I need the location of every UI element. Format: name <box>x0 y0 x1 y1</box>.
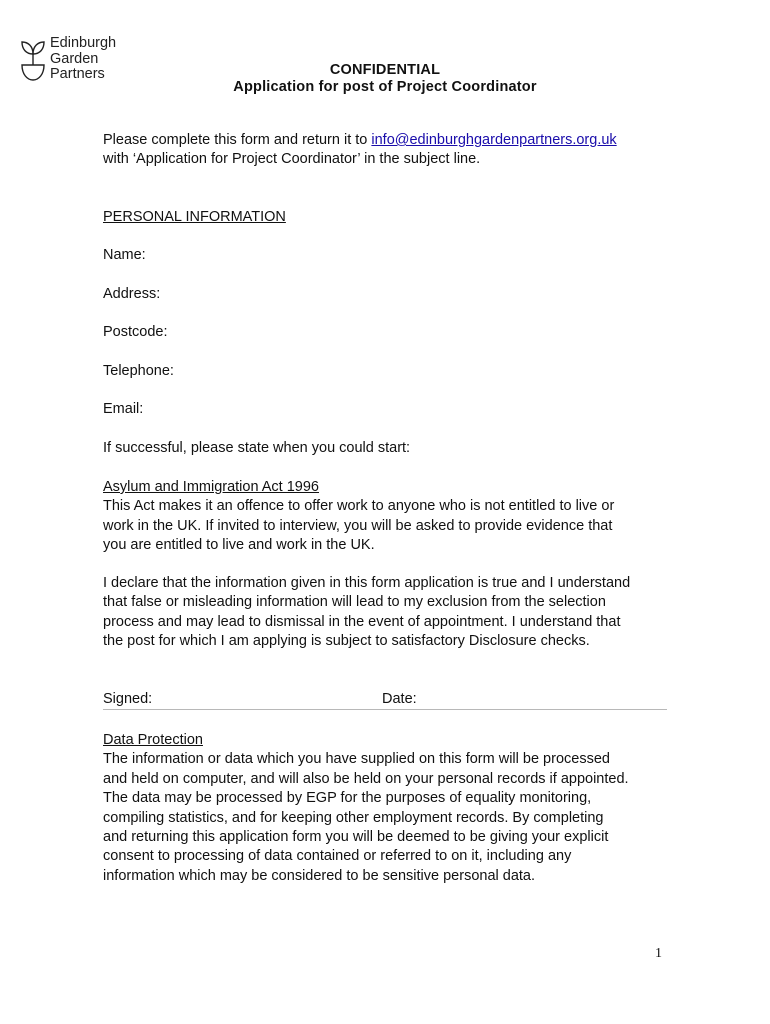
signature-line <box>103 709 667 710</box>
intro-paragraph <box>103 131 673 170</box>
data-protection-line: The data may be processed by EGP for the purposes of equality monitoring, <box>103 790 592 807</box>
asylum-line: work in the UK. If invited to interview, you will be asked to provide evidence that <box>103 517 613 534</box>
telephone-label: Telephone: <box>103 363 174 379</box>
declaration-line: the post for which I am applying is subject to satisfactory Disclosure checks. <box>103 633 590 650</box>
confidential-label: CONFIDENTIAL <box>329 62 441 78</box>
declaration-paragraph <box>103 574 673 652</box>
data-protection-line: and held on computer, and will also be held on your personal records if appointed. <box>103 770 629 787</box>
date-label: Date: <box>382 691 417 707</box>
signed-label: Signed: <box>103 691 153 707</box>
name-label: Name: <box>103 247 146 263</box>
start-date-question: If successful, please state when you could start: <box>103 440 411 456</box>
declaration-line: process and may lead to dismissal in the event of appointment. I understand that <box>103 613 621 630</box>
email-label: Email: <box>103 401 144 417</box>
data-protection-line: information which may be considered to be sensitive personal data. <box>103 867 536 884</box>
declaration-line: that false or misleading information will lead to my exclusion from the selection <box>103 594 606 611</box>
intro-subject-line: with ‘Application for Project Coordinator’ in the subject line. <box>103 151 481 168</box>
data-protection-line: and returning this application form you will be deemed to be giving your explicit <box>103 829 609 846</box>
email-link[interactable]: info@edinburghgardenpartners.org.uk <box>371 132 617 148</box>
logo-line: Garden <box>50 50 99 67</box>
intro-text: Please complete this form and return it to <box>103 132 372 148</box>
asylum-line: you are entitled to live and work in the UK. <box>103 537 375 554</box>
logo-line: Edinburgh <box>50 35 117 51</box>
data-protection-line: The information or data which you have supplied on this form will be processed <box>103 751 610 768</box>
personal-info-heading: PERSONAL INFORMATION <box>103 209 286 225</box>
asylum-heading: Asylum and Immigration Act 1996 <box>103 479 319 495</box>
asylum-section <box>103 478 673 556</box>
data-protection-line: compiling statistics, and for keeping other employment records. By completing <box>103 809 604 826</box>
asylum-line: This Act makes it an offence to offer work to anyone who is not entitled to live or <box>103 498 615 515</box>
address-label: Address: <box>103 286 161 302</box>
page-number: 1 <box>655 946 662 961</box>
document-header <box>0 62 770 96</box>
logo-line: Partners <box>50 66 105 82</box>
data-protection-heading: Data Protection <box>103 732 203 748</box>
document-title: Application for post of Project Coordinator <box>233 79 537 95</box>
postcode-label: Postcode: <box>103 324 168 340</box>
data-protection-line: consent to processing of data contained or referred to on it, including any <box>103 848 572 865</box>
declaration-line: I declare that the information given in this form application is true and I understand <box>103 575 631 591</box>
data-protection-section <box>103 731 673 886</box>
